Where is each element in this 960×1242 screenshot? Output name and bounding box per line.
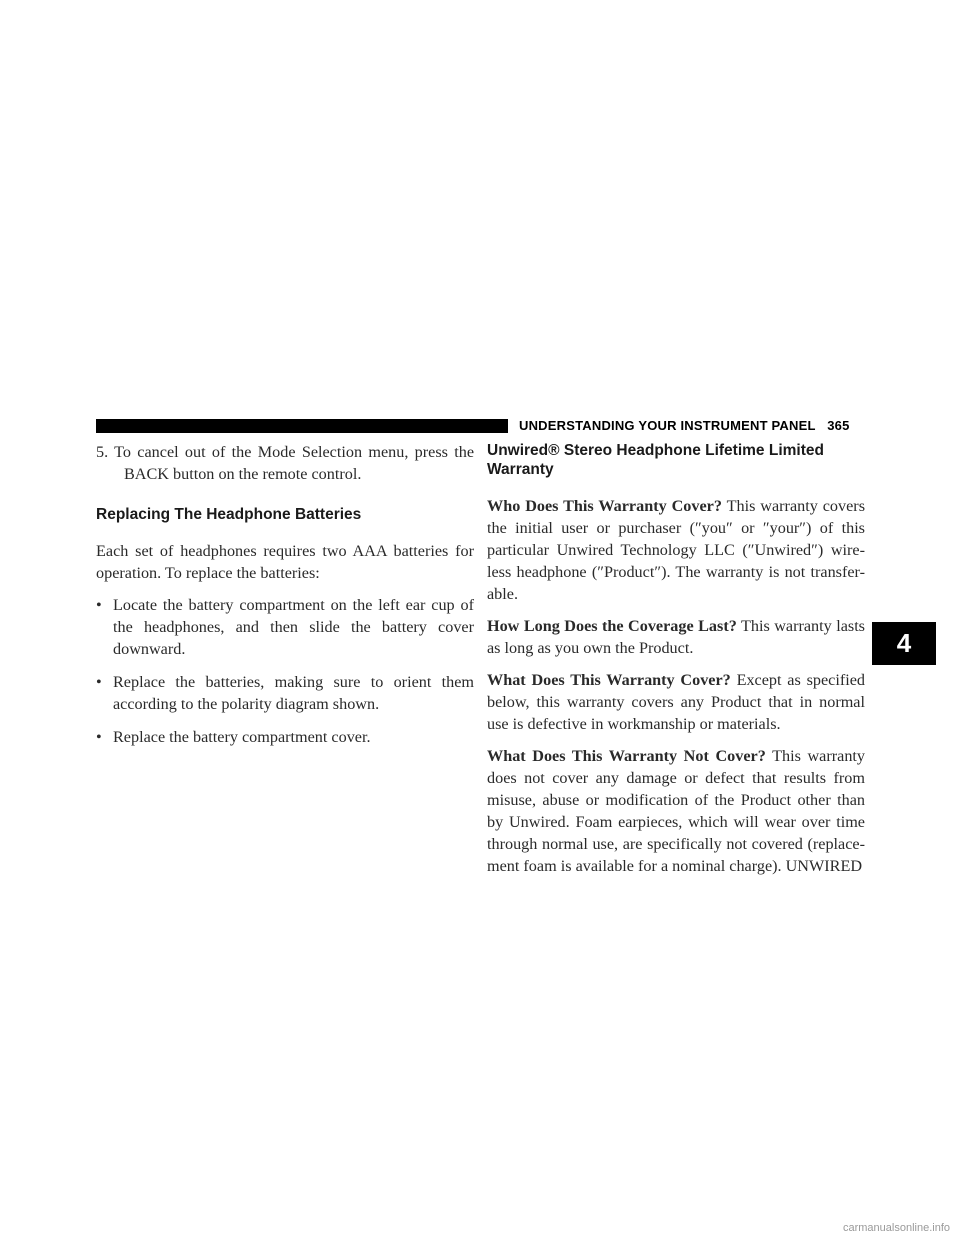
chapter-tab: 4 (872, 622, 936, 665)
warranty-answer: This warranty covers the initial user or purchaser (″you″ or ″your″) of this particular Unwired Technology LLC (″Unwired″) wire-less headphone (″Product″). The warranty is not transfer-able. (487, 497, 865, 603)
warranty-answer: This warranty lasts as long as you own the Product. (487, 617, 865, 657)
batteries-heading: Replacing The Headphone Batteries (96, 506, 362, 523)
warranty-paragraph (487, 615, 865, 659)
warranty-question: How Long Does the Coverage Last? (487, 617, 737, 635)
warranty-answer: Except as specified below, this warranty covers any Product that in normal use is defective in workmanship or materials. (487, 671, 865, 733)
running-header (519, 418, 850, 434)
list-item: • Locate the battery compartment on the left ear cup of the headphones, and then slide the battery cover downward. (96, 596, 474, 658)
watermark-link[interactable]: carmanualsonline.info (842, 1222, 950, 1234)
page-number: 365 (827, 418, 850, 433)
battery-steps-list (96, 594, 474, 748)
warranty-question: What Does This Warranty Not Cover? (487, 747, 766, 765)
warranty-paragraph (487, 745, 865, 877)
list-item: • Replace the battery compartment cover. (96, 728, 371, 746)
list-item: • Replace the batteries, making sure to orient them according to the polarity diagram shown. (96, 673, 474, 713)
step-5: 5. To cancel out of the Mode Selection menu, press the BACK button on the remote control. (96, 443, 474, 483)
batteries-intro: Each set of headphones requires two AAA batteries for operation. To replace the batteries: (96, 542, 474, 582)
section-title: UNDERSTANDING YOUR INSTRUMENT PANEL (519, 418, 816, 433)
warranty-paragraph (487, 495, 865, 605)
warranty-question: Who Does This Warranty Cover? (487, 497, 722, 515)
left-column (96, 441, 474, 759)
bullet-icon: • (96, 728, 102, 746)
warranty-answer: This warranty does not cover any damage or defect that results from misuse, abuse or modification of the Product other than by Unwired. Foam earpieces, which will wear over time through normal use, are specifically not covered (replace-ment foam is available for a nominal charge). UNWIRED (487, 747, 866, 875)
bullet-icon: • (96, 596, 102, 614)
warranty-heading: Unwired® Stereo Headphone Lifetime Limited Warranty (487, 442, 824, 478)
right-column (487, 441, 865, 887)
header-rule (96, 419, 508, 433)
bullet-icon: • (96, 673, 102, 691)
warranty-question: What Does This Warranty Cover? (487, 671, 731, 689)
warranty-paragraph (487, 669, 865, 735)
